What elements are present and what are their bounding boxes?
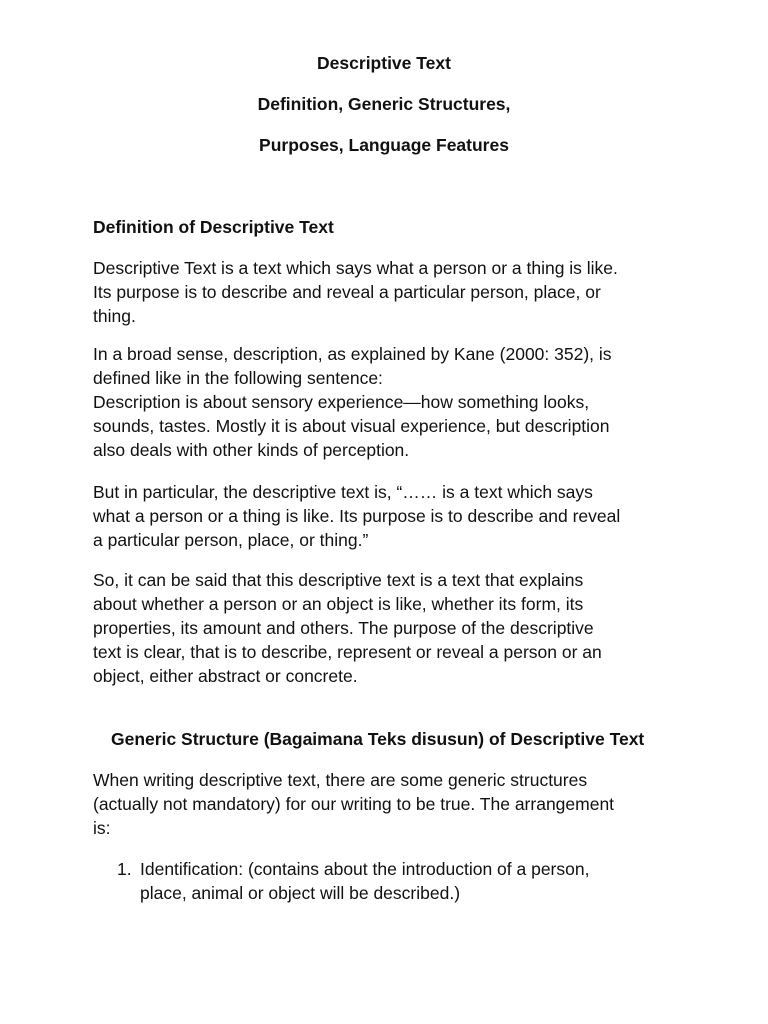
paragraph-line: So, it can be said that this descriptive text is a text that explains [93,570,584,590]
document-subtitle-line-1: Definition, Generic Structures, [257,94,511,114]
paragraph-definition-4 [93,568,693,688]
paragraph-line: a particular person, place, or thing.” [93,530,369,550]
list-item-number: 1. [117,859,132,879]
paragraph-line: object, either abstract or concrete. [93,666,358,686]
paragraph-line: In a broad sense, description, as explained by Kane (2000: 352), is [93,344,612,364]
paragraph-line: is: [93,818,111,838]
paragraph-definition-3 [93,480,693,552]
paragraph-definition-2 [93,342,693,462]
list-item [93,857,693,905]
paragraph-line: But in particular, the descriptive text is, “…… is a text which says [93,482,593,502]
paragraph-line: text is clear, that is to describe, represent or reveal a person or an [93,642,602,662]
paragraph-line: thing. [93,306,136,326]
section-heading-definition: Definition of Descriptive Text [93,217,334,237]
document-subtitle-line-2: Purposes, Language Features [259,135,509,155]
list-item-text [140,857,589,905]
paragraph-line: Descriptive Text is a text which says what a person or a thing is like. [93,258,618,278]
paragraph-line: what a person or a thing is like. Its purpose is to describe and reveal [93,506,621,526]
list-item-line: place, animal or object will be described.) [140,883,461,903]
paragraph-line: properties, its amount and others. The purpose of the descriptive [93,618,594,638]
paragraph-line: sounds, tastes. Mostly it is about visual experience, but description [93,416,610,436]
paragraph-line: defined like in the following sentence: [93,368,383,388]
paragraph-line: Its purpose is to describe and reveal a particular person, place, or [93,282,601,302]
paragraph-definition-1 [93,256,693,328]
document-title: Descriptive Text [317,53,451,73]
numbered-list [93,857,693,905]
paragraph-generic-structure [93,768,693,840]
paragraph-line: When writing descriptive text, there are some generic structures [93,770,588,790]
paragraph-line: about whether a person or an object is like, whether its form, its [93,594,584,614]
paragraph-line: also deals with other kinds of perception. [93,440,410,460]
paragraph-line: Description is about sensory experience—how something looks, [93,392,590,412]
paragraph-line: (actually not mandatory) for our writing to be true. The arrangement [93,794,615,814]
section-heading-generic-structure: Generic Structure (Bagaimana Teks disusun) of Descriptive Text [111,729,645,749]
list-item-line: Identification: (contains about the introduction of a person, [140,859,590,879]
